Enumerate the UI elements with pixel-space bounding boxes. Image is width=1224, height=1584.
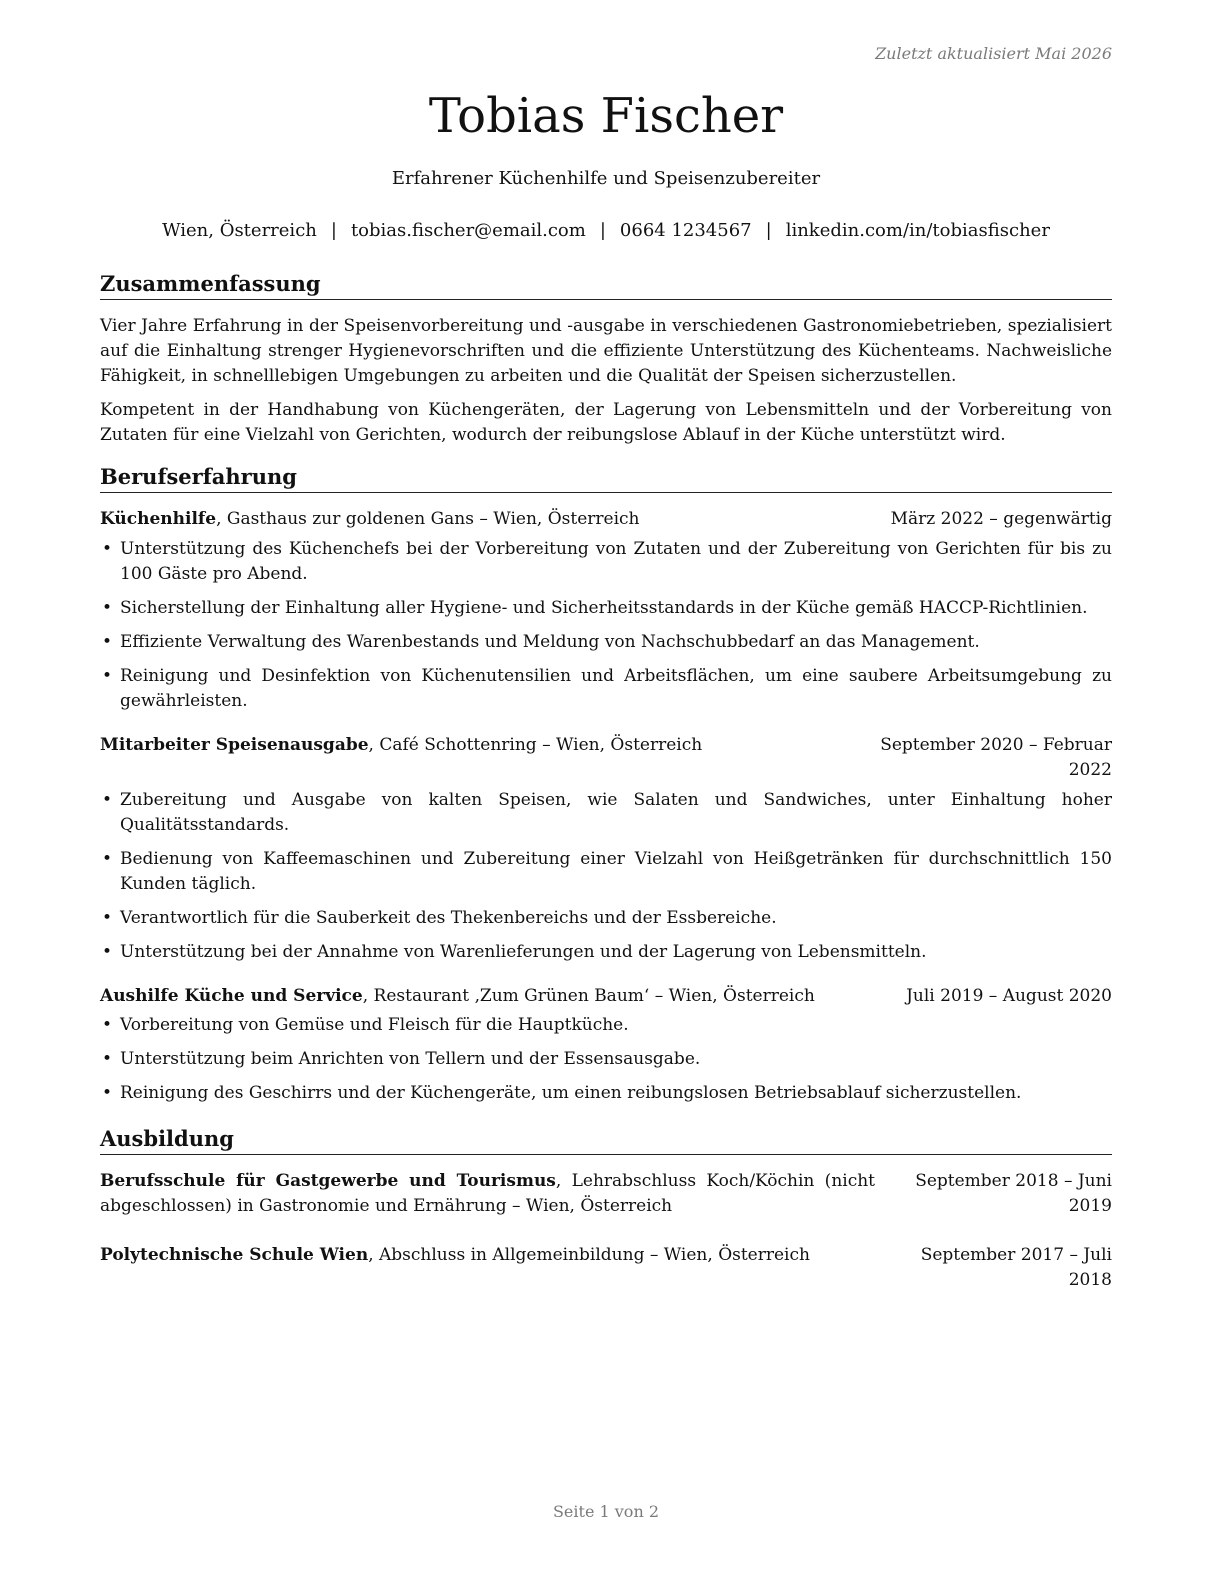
summary-paragraph: Kompetent in der Handhabung von Küchengeräten, der Lagerung von Lebensmitteln und der Vorbereitung von Zutaten für eine Vielzahl von Gerichten, wodurch der reibungslose Ablauf in der Küche unterstützt wird.	[100, 400, 1112, 445]
job-bullet: • Zubereitung und Ausgabe von kalten Speisen, wie Salaten und Sandwiches, unter Einhaltung hoher Qualitätsstandards.	[100, 788, 1112, 838]
summary-paragraph: Vier Jahre Erfahrung in der Speisenvorbereitung und -ausgabe in verschiedenen Gastronomiebetrieben, spezialisiert auf die Einhaltung strenger Hygienevorschriften und die effiziente Unterstützung des Küchenteams. Nachweisliche Fähigkeit, in schnelllebigen Umgebungen zu arbeiten und die Qualität der Speisen sicherzustellen.	[100, 316, 1112, 386]
job-title-line	[100, 733, 702, 758]
contact-line	[100, 220, 1112, 241]
education-date: September 2017 – Juli 2018	[920, 1245, 1112, 1290]
job-date: September 2020 – Februar 2022	[880, 735, 1112, 780]
job-bullet: • Unterstützung beim Anrichten von Tellern und der Essensausgabe.	[100, 1047, 1112, 1072]
job-role: Mitarbeiter Speisenausgabe	[100, 735, 369, 755]
job-entry-header	[100, 507, 1112, 532]
job-bullet: • Bedienung von Kaffeemaschinen und Zubereitung einer Vielzahl von Heißgetränken für durchschnittlich 150 Kunden täglich.	[100, 847, 1112, 897]
job-bullet-list	[100, 537, 1112, 723]
job-title-line	[100, 984, 815, 1009]
contact-phone[interactable]: 0664 1234567	[619, 220, 752, 241]
contact-separator: |	[765, 220, 772, 241]
job-bullet: • Vorbereitung von Gemüse und Fleisch für die Hauptküche.	[100, 1013, 1112, 1038]
job-bullet-list	[100, 1013, 1112, 1115]
job-bullet: • Sicherstellung der Einhaltung aller Hygiene- und Sicherheitsstandards in der Küche gemäß HACCP-Richtlinien.	[100, 596, 1112, 621]
job-place: , Gasthaus zur goldenen Gans – Wien, Österreich	[216, 509, 640, 529]
education-date: September 2018 – Juni 2019	[915, 1171, 1112, 1216]
education-school: Polytechnische Schule Wien	[100, 1245, 369, 1265]
contact-location: Wien, Österreich	[162, 220, 317, 241]
job-place: , Café Schottenring – Wien, Österreich	[368, 735, 703, 755]
education-entry	[100, 1243, 1112, 1290]
job-bullet-list	[100, 788, 1112, 974]
section-title-summary: Zusammenfassung	[100, 271, 1112, 300]
candidate-subtitle: Erfahrener Küchenhilfe und Speisenzubereiter	[391, 168, 821, 189]
job-bullet: • Verantwortlich für die Sauberkeit des Thekenbereichs und der Essbereiche.	[100, 906, 1112, 931]
resume-page	[100, 0, 1112, 1584]
education-entry	[100, 1169, 1112, 1219]
education-detail: , Abschluss in Allgemeinbildung – Wien, Österreich	[368, 1245, 810, 1265]
job-bullet: • Reinigung des Geschirrs und der Küchengeräte, um einen reibungslosen Betriebsablauf sicherzustellen.	[100, 1081, 1112, 1106]
job-bullet: • Unterstützung des Küchenchefs bei der Vorbereitung von Zutaten und der Zubereitung von Gerichten für bis zu 100 Gäste pro Abend.	[100, 537, 1112, 587]
page-number: Seite 1 von 2	[552, 1502, 660, 1521]
contact-linkedin[interactable]: linkedin.com/in/tobiasfischer	[785, 220, 1050, 241]
job-entry-header	[100, 984, 1112, 1009]
contact-separator: |	[599, 220, 606, 241]
job-date: März 2022 – gegenwärtig	[890, 509, 1112, 529]
job-entry-header	[100, 733, 1112, 780]
job-bullet: • Reinigung und Desinfektion von Küchenutensilien und Arbeitsflächen, um eine saubere Arbeitsumgebung zu gewährleisten.	[100, 664, 1112, 714]
education-title-line	[100, 1243, 875, 1268]
contact-email[interactable]: tobias.fischer@email.com	[350, 220, 586, 241]
job-title-line	[100, 507, 640, 532]
education-title-line	[100, 1169, 875, 1219]
job-bullet: • Effiziente Verwaltung des Warenbestands und Meldung von Nachschubbedarf an das Management.	[100, 630, 1112, 655]
job-date: Juli 2019 – August 2020	[906, 986, 1112, 1006]
contact-separator: |	[330, 220, 337, 241]
section-title-education: Ausbildung	[100, 1126, 1112, 1155]
job-role: Küchenhilfe	[100, 509, 217, 529]
job-bullet: • Unterstützung bei der Annahme von Warenlieferungen und der Lagerung von Lebensmitteln.	[100, 940, 1112, 965]
section-title-experience: Berufserfahrung	[100, 464, 1112, 493]
job-place: , Restaurant ‚Zum Grünen Baum‘ – Wien, Österreich	[362, 986, 815, 1006]
education-detail: , Lehrabschluss Koch/Köchin (nicht abgeschlossen) in Gastronomie und Ernährung – Wien, Österreich	[100, 1171, 876, 1216]
last-updated: Zuletzt aktualisiert Mai 2026	[875, 44, 1112, 63]
education-school: Berufsschule für Gastgewerbe und Tourismus	[100, 1171, 556, 1191]
job-role: Aushilfe Küche und Service	[100, 986, 363, 1006]
candidate-name: Tobias Fischer	[428, 88, 784, 144]
